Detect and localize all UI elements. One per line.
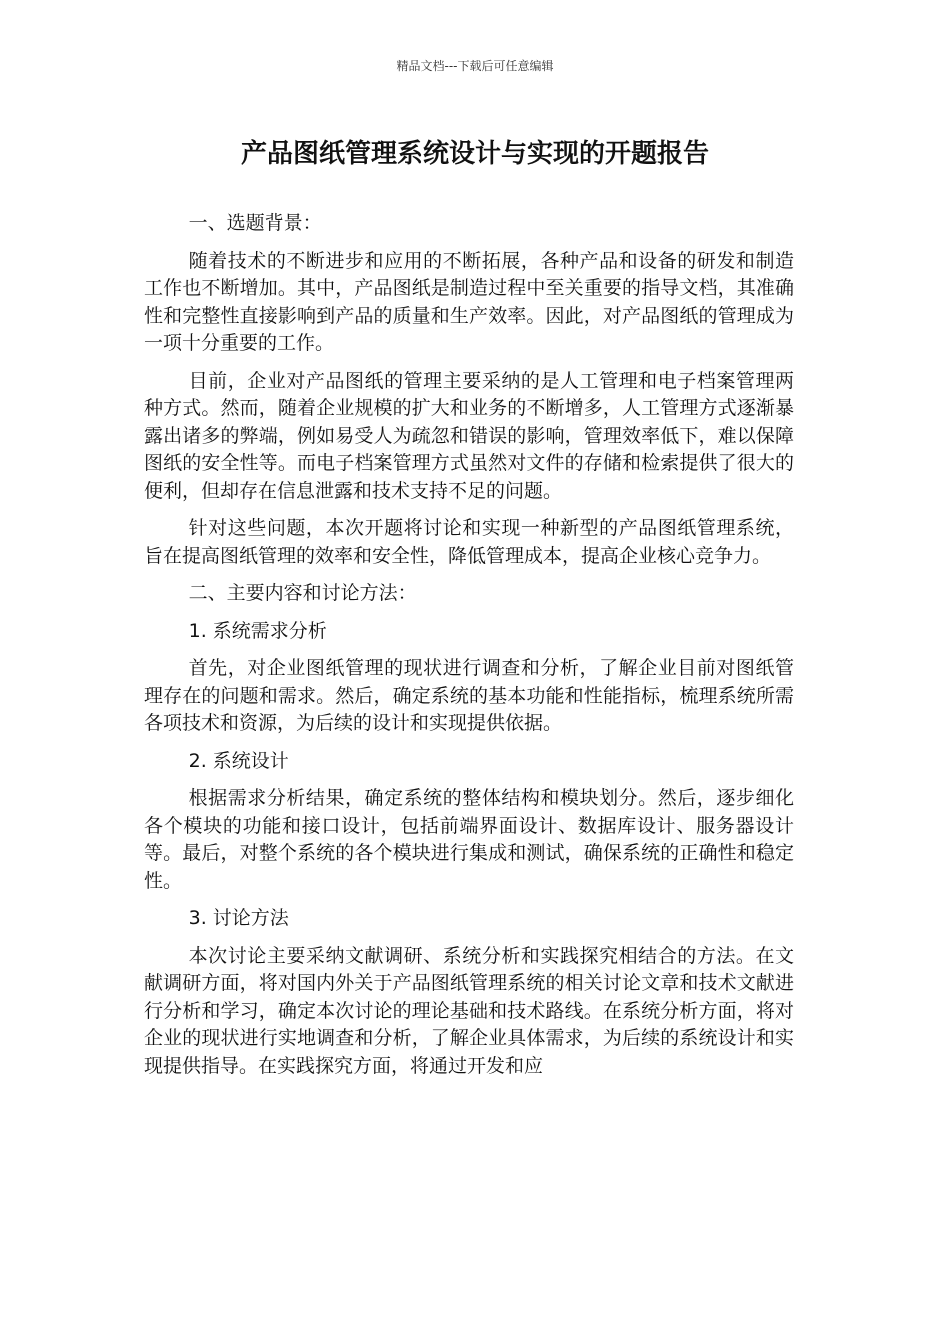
paragraph-requirements: 首先，对企业图纸管理的现状进行调查和分析，了解企业目前对图纸管理存在的问题和需求。然后，确定系统的基本功能和性能指标，梳理系统所需各项技术和资源，为后续的设计和实现提供依据。 — [144, 657, 794, 734]
section-heading-content: 二、主要内容和讨论方法： — [188, 582, 417, 604]
subsection-heading-methods: 3. 讨论方法 — [188, 907, 289, 929]
header-note: 精品文档---下载后可任意编辑 — [396, 59, 554, 73]
paragraph-background-3: 针对这些问题，本次开题将讨论和实现一种新型的产品图纸管理系统，旨在提高图纸管理的效率和安全性，降低管理成本，提高企业核心竞争力。 — [144, 517, 794, 567]
section-heading-background: 一、选题背景： — [188, 212, 322, 234]
document-body — [144, 210, 794, 1090]
paragraph-background-2: 目前，企业对产品图纸的管理主要采纳的是人工管理和电子档案管理两种方式。然而，随着企业规模的扩大和业务的不断增多，人工管理方式逐渐暴露出诸多的弊端，例如易受人为疏忽和错误的影响，管理效率低下，难以保障图纸的安全性等。而电子档案管理方式虽然对文件的存储和检索提供了很大的便利，但却存在信息泄露和技术支持不足的问题。 — [144, 369, 794, 502]
paragraph-background-1: 随着技术的不断进步和应用的不断拓展，各种产品和设备的研发和制造工作也不断增加。其中，产品图纸是制造过程中至关重要的指导文档，其准确性和完整性直接影响到产品的质量和生产效率。因此，对产品图纸的管理成为一项十分重要的工作。 — [144, 249, 794, 354]
paragraph-design: 根据需求分析结果，确定系统的整体结构和模块划分。然后，逐步细化各个模块的功能和接口设计，包括前端界面设计、数据库设计、服务器设计等。最后，对整个系统的各个模块进行集成和测试，确保系统的正确性和稳定性。 — [144, 787, 794, 892]
paragraph-methods: 本次讨论主要采纳文献调研、系统分析和实践探究相结合的方法。在文献调研方面，将对国内外关于产品图纸管理系统的相关讨论文章和技术文献进行分析和学习，确定本次讨论的理论基础和技术路线。在系统分析方面，将对企业的现状进行实地调查和分析，了解企业具体需求，为后续的系统设计和实现提供指导。在实践探究方面，将通过开发和应 — [144, 944, 794, 1077]
document-title: 产品图纸管理系统设计与实现的开题报告 — [240, 139, 709, 169]
subsection-heading-design: 2. 系统设计 — [188, 749, 289, 772]
subsection-heading-requirements: 1. 系统需求分析 — [188, 619, 327, 642]
